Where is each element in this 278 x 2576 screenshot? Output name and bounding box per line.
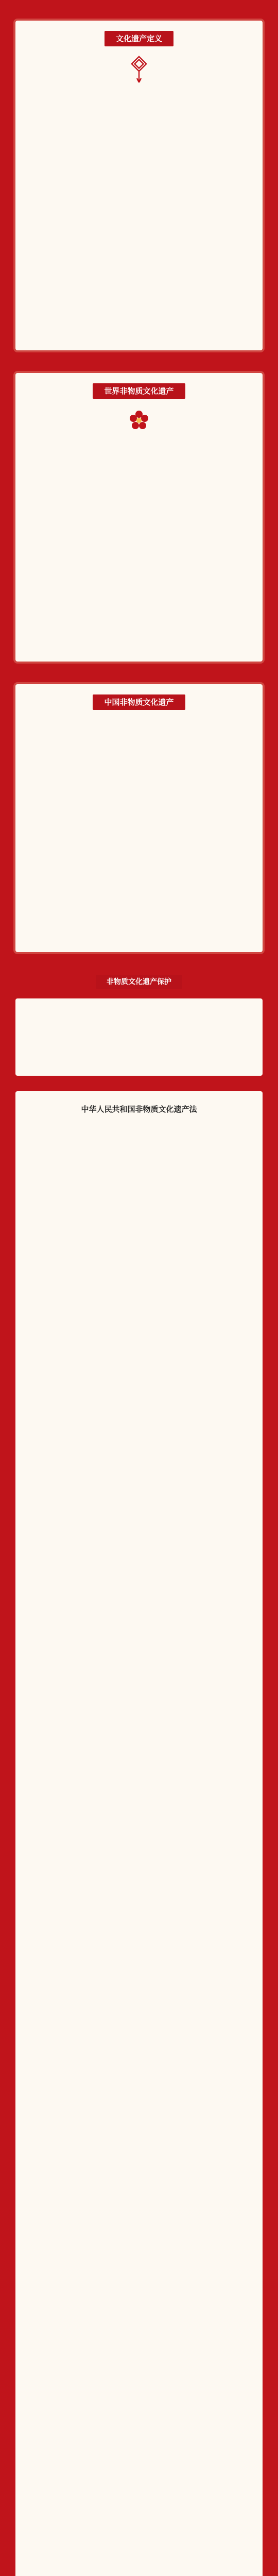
section-title: 非物质文化遗产保护 [96, 975, 182, 989]
law-paragraph [29, 1274, 249, 1295]
paragraph [29, 93, 249, 114]
paragraph [29, 441, 249, 463]
toc-item [29, 1147, 249, 1158]
law-title: 中华人民共和国非物质文化遗产法 [81, 1105, 197, 1114]
law-subtitle [29, 1120, 249, 1138]
section-title: 中国非物质文化遗产 [93, 694, 185, 710]
toc-item [29, 1193, 249, 1203]
law-paragraph [29, 1250, 249, 1271]
list-item [29, 793, 249, 804]
section-heritage-protection-banner [15, 975, 263, 989]
chinese-knot-icon [29, 56, 249, 84]
paragraph [29, 817, 249, 839]
paragraph [29, 495, 249, 516]
law-paragraph [29, 1227, 249, 1247]
toc-item [29, 1159, 249, 1169]
paragraph [29, 120, 249, 141]
law-paragraph [29, 1416, 249, 1437]
list-item [29, 746, 249, 757]
section-title: 世界非物质文化遗产 [93, 383, 185, 399]
law-document [15, 1091, 263, 2576]
list-item [29, 770, 249, 781]
law-paragraph [29, 1345, 249, 1366]
paragraph [29, 468, 249, 489]
paragraph [29, 146, 249, 168]
list-item [29, 782, 249, 792]
section-china-intangible-heritage [15, 684, 263, 952]
toc-item [29, 1215, 249, 1226]
law-paragraph [29, 1298, 249, 1318]
paragraph [29, 719, 249, 741]
toc-item [29, 1170, 249, 1180]
section-world-intangible-heritage [15, 373, 263, 662]
paragraph [29, 173, 249, 195]
law-paragraph [29, 1369, 249, 1389]
law-paragraph [29, 1321, 249, 1342]
flower-emblem-icon [29, 408, 249, 433]
list-item [29, 805, 249, 816]
toc-item [29, 1181, 249, 1192]
law-paragraph [29, 1440, 249, 1461]
toc-item [29, 1204, 249, 1214]
section-heritage-definition [15, 21, 263, 350]
section-title: 文化遗产定义 [105, 31, 173, 46]
list-item [29, 758, 249, 769]
law-intro [15, 998, 263, 1076]
law-paragraph [29, 1393, 249, 1413]
